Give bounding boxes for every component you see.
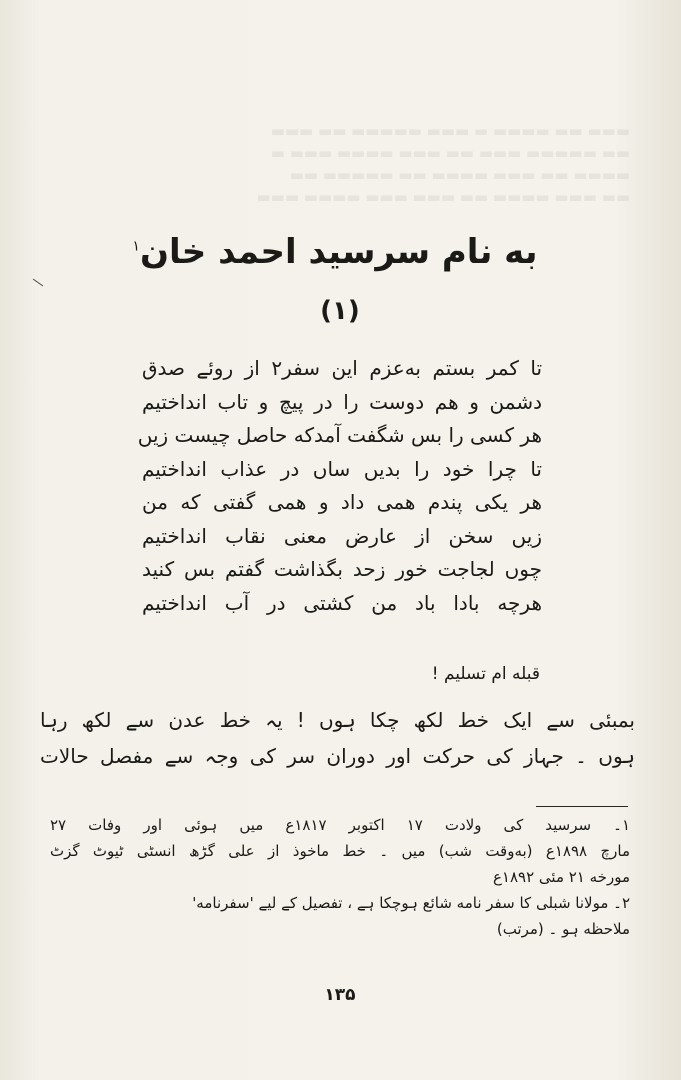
footnote-divider (536, 806, 628, 807)
body-line: ہوں ۔ جہاز کی حرکت اور دوران سر کی وجہ سے مفصل حالات (40, 744, 635, 768)
poem-line: زیں سخن از عارض معنی نقاب انداختیم (142, 523, 542, 548)
poem-line: تا چرا خود را بدیں ساں در عذاب انداختیم (142, 456, 542, 481)
bleed-through-texture: ▬▬▬ ▬▬ ▬▬▬▬ ▬ ▬▬▬ ▬▬▬▬▬ ▬▬ ▬▬▬ ▬▬ ▬▬▬▬▬ ▬▬▬ ▬▬ ▬▬▬ ▬▬▬▬ ▬▬▬ ▬ ▬▬▬▬ ▬▬ ▬▬▬ ▬▬▬▬ ▬▬ ▬▬▬▬▬ ▬▬ ▬▬ ▬▬▬ ▬▬▬▬ ▬▬ ▬▬▬ ▬▬▬ ▬▬▬▬ ▬▬▬ (256, 122, 630, 206)
body-line: بمبئی سے ایک خط لکھ چکا ہوں ! یہ خط عدن سے لکھ رہا (40, 708, 635, 732)
footnote-1-line: مورخه ۲۱ مئی ۱۸۹۲ع (492, 868, 630, 886)
poem-line: هر یکی پندم همی داد و همی گفتی که من (142, 490, 542, 514)
stray-pencil-mark (33, 279, 43, 287)
page-number: ۱۳۵ (324, 985, 356, 1005)
footnote-2-line: ۲۔ مولانا شبلی کا سفر نامه شائع ہوچکا ہے ، تفصیل کے لیے 'سفرنامه' (192, 894, 630, 912)
poem-block (137, 352, 543, 620)
footnote-1-line: ۱۔ سرسید کی ولادت ۱۷ اکتوبر ۱۸۱۷ع میں ہوئی اور وفات ۲۷ (50, 816, 630, 834)
letter-number: (۱) (320, 296, 360, 326)
salutation: قبله ام تسلیم ! (431, 664, 540, 684)
footnote-2-line: ملاحظه ہو ۔ (مرتب) (496, 920, 630, 938)
poem-line: دشمن و هم دوست را در پیچ و تاب انداختیم (142, 389, 542, 414)
letter-body (40, 702, 635, 774)
footnotes (50, 812, 630, 942)
poem-line: هر کسی را بس شگفت آمدکه حاصل چیست زیں (137, 423, 542, 447)
poem-line: هرچه بادا باد من کشتی در آب انداختیم (142, 590, 542, 615)
heading-title: به نام سرسید احمد خان (139, 232, 538, 272)
heading-footnote-marker: ۱ (132, 238, 140, 255)
poem-line: تا کمر بستم بەعزم این سفر۲ از روئے صدق (142, 356, 543, 380)
letter-heading (120, 232, 550, 272)
poem-line: چوں لجاجت خور زحد بگذاشت گفتم بس کنید (142, 557, 542, 581)
footnote-1-line: مارچ ۱۸۹۸ع (بەوقت شب) میں ۔ خط ماخوذ از علی گڑھ انسٹی ٹیوٹ گزٹ (50, 842, 630, 860)
